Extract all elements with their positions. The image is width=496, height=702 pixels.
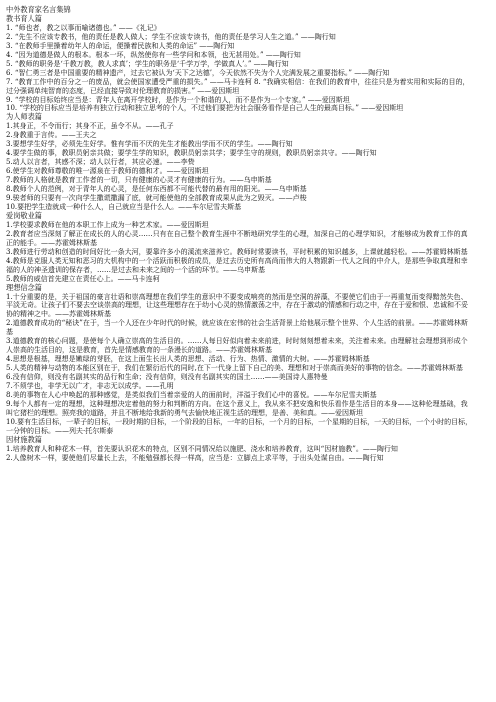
quote-item: 2.道德教育成功的“秘诀”在于，当一个人还在少年时代的时候，就应该在宏伟的社会生活背景上给他展示整个世界、个人生活的前景。——苏霍姆林斯基 — [6, 319, 468, 337]
document-page — [6, 6, 474, 463]
quote-item: 1. “师也者，教之以事而喻诸德也。” ——《礼记》 — [6, 23, 161, 32]
document-title: 中外教育家名言集锦 — [6, 5, 71, 14]
quote-item: 8.美的事物在人心中唤起的那种感觉，是类似我们当着亲爱的人的面前时，洋溢于我们心中的喜悦。——车尔尼雪夫斯基 — [6, 390, 377, 399]
quote-item: 3. “在教师手里操着幼年人的命运，便操着民族和人类的命运” ——陶行知 — [6, 41, 235, 50]
quote-item: 1.培养教育人和种花木一样，首先要认识花木的特点，区别不同情况给以施肥、浇水和培养教育，这叫“因材施教”。——陶行知 — [6, 444, 398, 453]
section-ideals — [6, 284, 474, 436]
quote-item: 7.不须学也，非学无以广才，非志无以成学。——孔明 — [6, 382, 174, 391]
quote-item: 6.没有信仰，则没有名副其实的品行和生命；没有信仰，则没有名副其实的国土……——美国诗人惠特曼 — [6, 373, 328, 382]
quote-item: 7. “教育工作中的百分之一的废品，就会使国家遭受严重的损失。” ——马卡连柯 8. “我确实相信：在我们的教育中，往往只是为着实用和实际的目的，过分强调单纯智育的态度，已经直接导致对伦理教育的损害。” ——爱因斯坦 — [6, 77, 470, 95]
quote-item: 2.身教重于言传。——王夫之 — [6, 131, 97, 140]
section-heading: 爱岗敬业篇 — [6, 210, 42, 220]
quote-item: 5.动人以言者，其感不深；动人以行者，其应必速。——李贽 — [6, 158, 195, 167]
quote-item: 9. “学校的目标始终应当是：青年人在离开学校时，是作为一个和谐的人，而不是作为一个专家。” ——爱因斯坦 — [6, 95, 350, 104]
quote-item: 8.教师个人的范例，对于青年人的心灵，是任何东西都不可能代替的最有用的阳光。——乌申斯基 — [6, 185, 307, 194]
section-dedication — [6, 212, 474, 284]
quote-item: 4.思想是根基，理想是嫩绿的芽胚，在这上面生长出人类的思想、活动、行为、热情、激情的大树。——苏霍姆林斯基 — [6, 355, 370, 364]
quote-item: 1.其身正，不令而行；其身不正，虽令不从。——孔子 — [6, 122, 174, 131]
section-teaching — [6, 15, 474, 113]
quote-item: 3.教师进行劳动和创造的时间好比一条大河，要靠许多小的溪流来滋养它。教师时常要读书，平时积累的知识越多，上课就越轻松。——苏霍姆林斯基 — [6, 247, 468, 256]
quote-item: 3.道德教育的核心问题，是使每个人确立崇高的生活目的。……人每日好似向着未来前进，时时刻刻想着未来，关注着未来。由理解社会理想到形成个人崇高的生活目的，这是教育，首先是情感教育的一条漫长的道路。——苏霍姆林斯基 — [6, 337, 468, 355]
quote-item: 1.学校要求教师在他的本职工作上成为一种艺术家。——爱因斯坦 — [6, 220, 209, 229]
quote-item: 3.要想学生好学，必须先生好学。惟有学而不厌的先生才能教出学而不厌的学生。——陶行知 — [6, 140, 293, 149]
quote-item: 10. “学校的目标应当是培养有独立行动和独立思考的个人，不过他们要把为社会服务看作是自己人生的最高目标。” ——爱因斯坦 — [6, 104, 404, 113]
quote-item: 4.要学生做的事，教职员躬亲共做；要学生学的知识，教职员躬亲共学；要学生守的规则，教职员躬亲共守。——陶行知 — [6, 149, 377, 158]
section-heading: 教书育人篇 — [6, 13, 42, 23]
section-heading: 因材施教篇 — [6, 434, 42, 444]
quote-item: 6.使学生对教师尊敬的唯一源泉在于教师的德和才。——爱因斯坦 — [6, 167, 209, 176]
section-heading: 理想信念篇 — [6, 282, 42, 292]
section-role-model — [6, 113, 474, 211]
section-heading: 为人师表篇 — [6, 112, 42, 122]
quote-item: 5.教师的威信首先建立在责任心上。——马卡连柯 — [6, 274, 160, 283]
quote-item: 4. “因为道德是做人的根本。根本一坏，纵然使你有一些学问和本领，也无甚用处。” ——陶行知 — [6, 50, 301, 59]
quote-item: 4.教师是克服人类无知和恶习的大机构中的一个活跃而积极的成员，是过去历史所有高尚而伟大的人物跟新一代人之间的中介人，是那些争取真理和幸福的人的神圣遗训的保存者，……是过去和未来之间的一个活的环节。——乌申斯基 — [6, 256, 468, 274]
quote-item: 2.人像树木一样，要使他们尽量长上去，不能勉强都长得一样高，应当是：立脚点上求平等，于出头处谋自由。——陶行知 — [6, 453, 384, 462]
quote-item: 10.要把学生造就成一种什么人，自己就应当是什么人。——车尔尼雪夫斯基 — [6, 202, 242, 211]
quote-item: 1.十分重要的是，关于祖国的豪言壮语和崇高理想在我们学生的意识中不要变成响亮的然而是空洞的辞藻，不要使它们由于一再重复而变得黯然失色、平淡无奇。让孩子们不要去空谈崇高的理想，让这些理想存在于幼小心灵的热情激荡之中，存在于激动的情感和行动之中，存在于爱和恨、忠诚和不妥协的精神之中。——苏霍姆林斯基 — [6, 292, 468, 319]
quote-item: 7.教师的人格就是教育工作者的一切，只有健康的心灵才有健康的行为。——乌申斯基 — [6, 176, 272, 185]
quote-item: 2.教育者应当深刻了解正在成长的人的心灵……只有在自己整个教育生涯中不断地研究学生的心理，加深自己的心理学知识，才能够成为教育工作的真正的能手。——苏霍姆林斯基 — [6, 229, 468, 247]
quote-item: 5.人类的精神与动物的本能区别在于，我们在繁衍后代的同时,在下一代身上留下自己的美、理想和对于崇高而美好的事物的信念。——苏霍姆林斯基 — [6, 364, 463, 373]
quote-item: 6. “智仁勇三者是中国重要的精神遗产，过去它被认为‘天下之达德’，今天依然不失为个人完满发展之重要指标。” ——陶行知 — [6, 68, 390, 77]
quote-item: 10.要有生活目标，一辈子的目标，一段时期的目标，一个阶段的目标，一年的目标，一个月的目标，一个星期的目标，一天的目标，一个小时的目标，一分钟的目标。——列夫·托尔斯泰 — [6, 417, 473, 435]
section-individualized — [6, 436, 474, 463]
quote-item: 2. “先生不应该专教书，他的责任是教人做人；学生不应该专读书，他的责任是学习人生之道。” ——陶行知 — [6, 32, 336, 41]
quote-item: 9.每个人都有一定的理想，这种理想决定着他的努力和判断的方向。在这个意义上，我从来不把安逸和快乐看作是生活目的本身——这种伦理基础，我叫它猪栏的理想。照亮我的道路，并且不断地给我新的勇气去愉快地正视生活的理想，是善、美和真。——爱因斯坦 — [6, 399, 468, 417]
quote-item: 5. “教师的职务是‘千教万教，教人求真’；学生的职务是‘千学万学，学做真人’。” ——陶行知 — [6, 59, 289, 68]
quote-item: 9.骏者师的只要有一次向学生撒谎撒漏了底，就可能使他的全部教育成果从此为之毁灭。——卢梭 — [6, 194, 307, 203]
